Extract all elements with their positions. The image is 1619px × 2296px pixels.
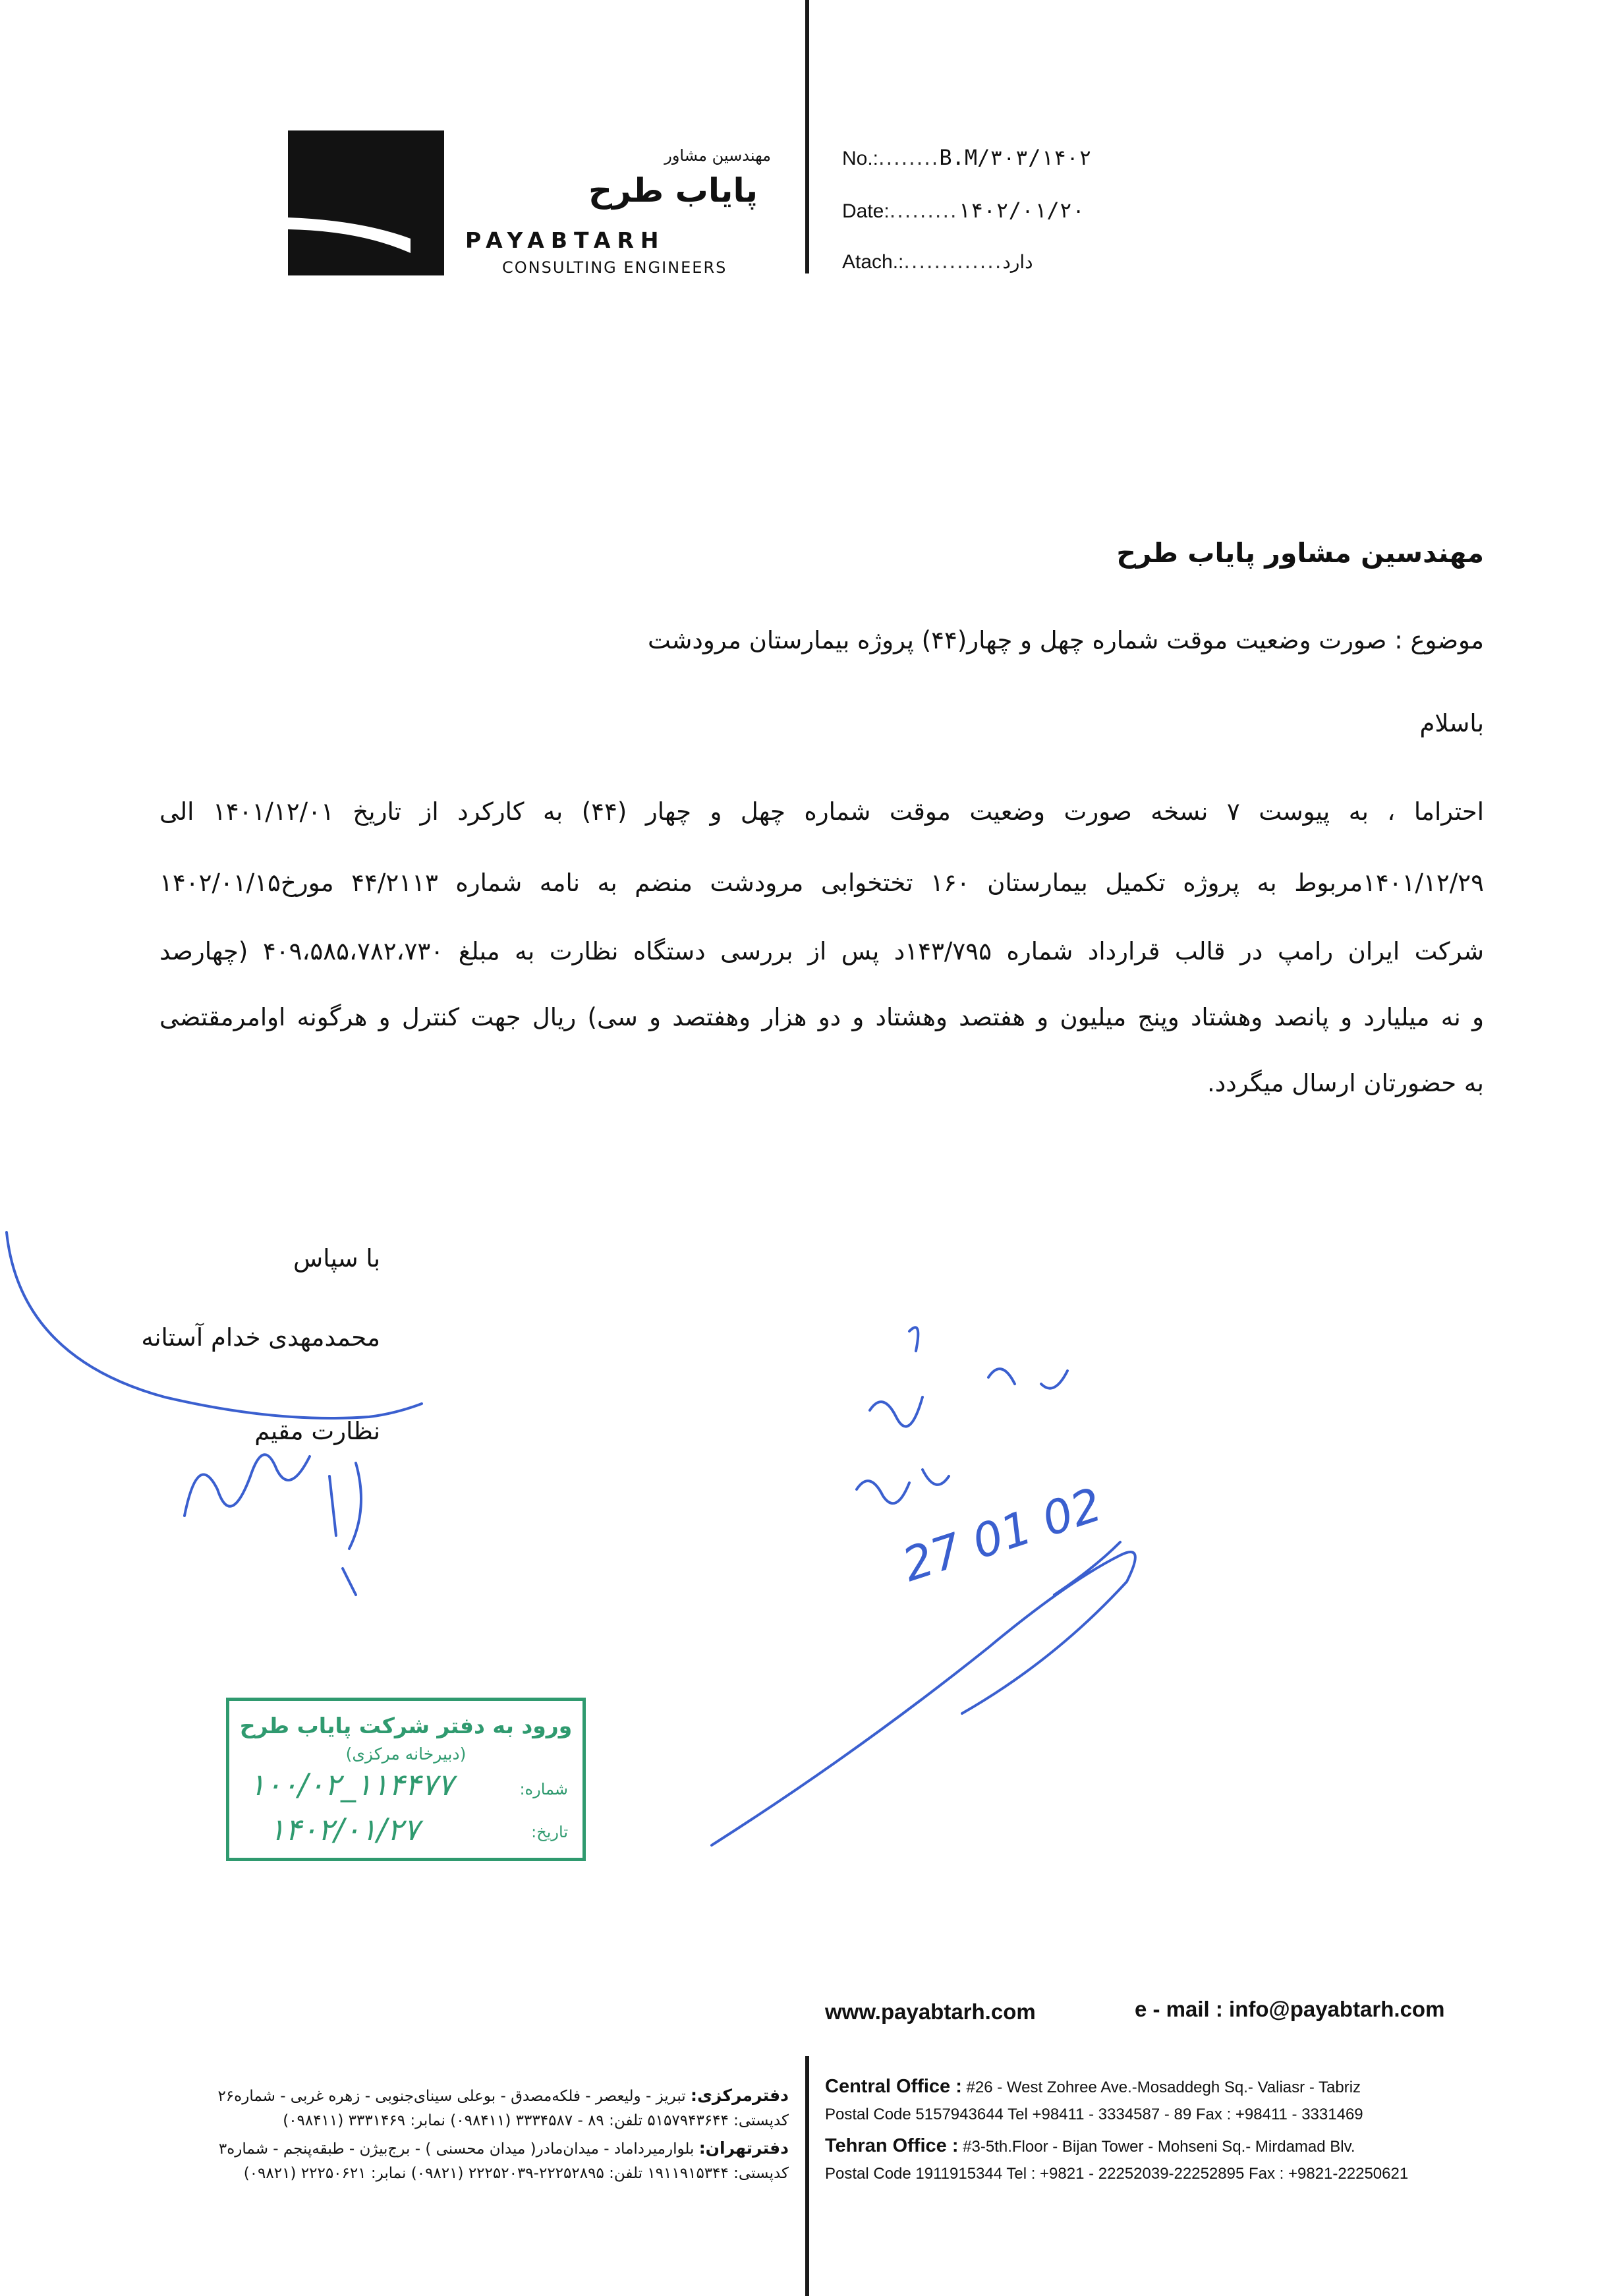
signer-name: محمدمهدی خدام آستانه [141,1323,380,1352]
signer-role: نظارت مقیم [254,1417,380,1445]
footer-email[interactable]: e - mail : info@payabtarh.com [1135,1997,1445,2021]
ref-number-row [842,145,1092,170]
letter-subject: موضوع : صورت وضعیت موقت شماره چهل و چهار(۴۴) پروژه بیمارستان مرودشت [648,626,1484,654]
handwriting-note [870,1327,923,1426]
footer-central-postal: Postal Code 5157943644 Tel +98411 - 3334587 - 89 Fax : +98411 - 3331469 [825,2106,1363,2123]
ref-attach-value: دارد [1002,251,1033,273]
footer-fa-central-address: تبریز - ولیعصر - فلکه‌مصدق - بوعلی سینای‌جنوبی - زهره غربی - شماره۲۶ [217,2088,686,2105]
closing-text: با سپاس [293,1244,380,1273]
header-divider [805,0,809,273]
footer-website[interactable]: www.payabtarh.com [825,1999,1036,2024]
stamp-number-label: شماره: [519,1780,568,1798]
handwritten-date: 27 01 02 [895,1477,1108,1593]
stamp-subtitle: (دبیرخانه مرکزی) [345,1744,467,1764]
letter-title: مهندسین مشاور پایاب طرح [1116,537,1484,569]
body-line: ۱۴۰۱/۱۲/۲۹مربوط به پروژه تکمیل بیمارستان ۱۶۰ تختخوابی مرودشت منضم به نامه شماره ۴۴/۲۱۱۳ مورخ۱۴۰۲/۰۱/۱۵ [159,869,1484,897]
body-line: به حضورتان ارسال میگردد. [1207,1069,1484,1097]
footer-fa-tehran-postal: کدپستی: ۱۹۱۱۹۱۵۳۴۴ تلفن: ۲۲۲۵۲۸۹۵-۲۲۲۵۲۰۳۹ (۰۹۸۲۱) نمابر: ۲۲۲۵۰۶۲۱ (۰۹۸۲۱) [243,2165,789,2182]
stamp-number-value: ۱۰۰/۰۲_۱۱۴۴۷۷ [249,1767,454,1802]
ref-dots: ........ [878,147,940,170]
footer-tehran-label: Tehran Office : [825,2135,959,2156]
body-line: و نه میلیارد و پانصد وهشتاد وپنج میلیون و هفتصد وهشتاد و دو هزار وهفتصد و سی) ریال جهت کنترل و هرگونه اوامرمقتضی [159,1003,1484,1031]
footer-divider [805,2056,809,2296]
footer-central-label: Central Office : [825,2076,962,2097]
logo-persian-subtitle: مهندسین مشاور [664,146,771,165]
ref-number-value: B.M/۳۰۳/۱۴۰۲ [939,145,1092,170]
logo-persian-name: پایاب طرح [588,171,758,210]
ref-attach-label: Atach.: [842,251,904,273]
footer-fa-tehran-address: بلوارمیرداماد - میدان‌مادر( میدان محسنی ) - برج‌بیژن - طبقه‌پنجم - شماره۳ [218,2140,695,2158]
footer-fa-tehran-row [64,2138,789,2158]
ref-date-label: Date: [842,200,890,222]
footer-fa-central-row [64,2086,789,2105]
pen-stroke [712,1552,1135,1845]
receipt-stamp [226,1698,586,1861]
pen-stroke [1054,1542,1120,1595]
ref-attach-row [842,250,1033,273]
signature-scribble [329,1463,361,1595]
logo-english-subtitle: CONSULTING ENGINEERS [502,258,727,277]
stamp-title: ورود به دفتر شرکت پایاب طرح [239,1713,573,1738]
footer-fa-central-label: دفترمرکزی: [691,2086,789,2105]
letter-greeting: باسلام [1419,709,1484,737]
ref-dots: ............. [903,250,1003,273]
footer-central-address: #26 - West Zohree Ave.-Mosaddegh Sq.- Valiasr - Tabriz [966,2079,1361,2096]
handwriting-note [857,1470,949,1503]
footer-tehran-postal: Postal Code 1911915344 Tel : +9821 - 22252039-22252895 Fax : +9821-22250621 [825,2165,1409,2183]
stamp-date-label: تاریخ: [531,1823,568,1841]
ref-number-label: No.: [842,148,879,169]
footer-tehran-address: #3-5th.Floor - Bijan Tower - Mohseni Sq.- Mirdamad Blv. [963,2138,1355,2156]
footer-fa-tehran-label: دفترتهران: [698,2138,789,2158]
signature-scribble [185,1454,310,1516]
body-line: شرکت ایران رامپ در قالب قرارداد شماره ۱۴۳/۷۹۵د پس از بررسی دستگاه نظارت به مبلغ ۴۰۹،۵۸۵،۷۸۲،۷۳۰ (چهارصد [159,937,1484,965]
ref-dots: ......... [889,200,958,223]
logo-english-name: PAYABTARH [465,227,666,253]
logo-mark-icon [288,191,444,257]
stamp-date-value: ۱۴۰۲/۰۱/۲۷ [269,1812,420,1847]
footer-fa-central-postal: کدپستی: ۵۱۵۷۹۴۳۶۴۴ تلفن: ۸۹ - ۳۳۳۴۵۸۷ (۰۹۸۴۱۱) نمابر: ۳۳۳۱۴۶۹ (۰۹۸۴۱۱) [283,2112,789,2129]
footer-central-row [825,2076,1361,2098]
body-line: احتراما ، به پیوست ۷ نسخه صورت وضعیت موقت شماره چهل و چهار (۴۴) به کارکرد از تاریخ ۱۴۰۱/۱۲/۰۱ الی [159,797,1485,826]
ref-date-value: ۱۴۰۲/۰۱/۲۰ [957,198,1085,223]
footer-tehran-row [825,2135,1355,2157]
handwriting-note [988,1369,1067,1389]
ref-date-row [842,198,1085,223]
